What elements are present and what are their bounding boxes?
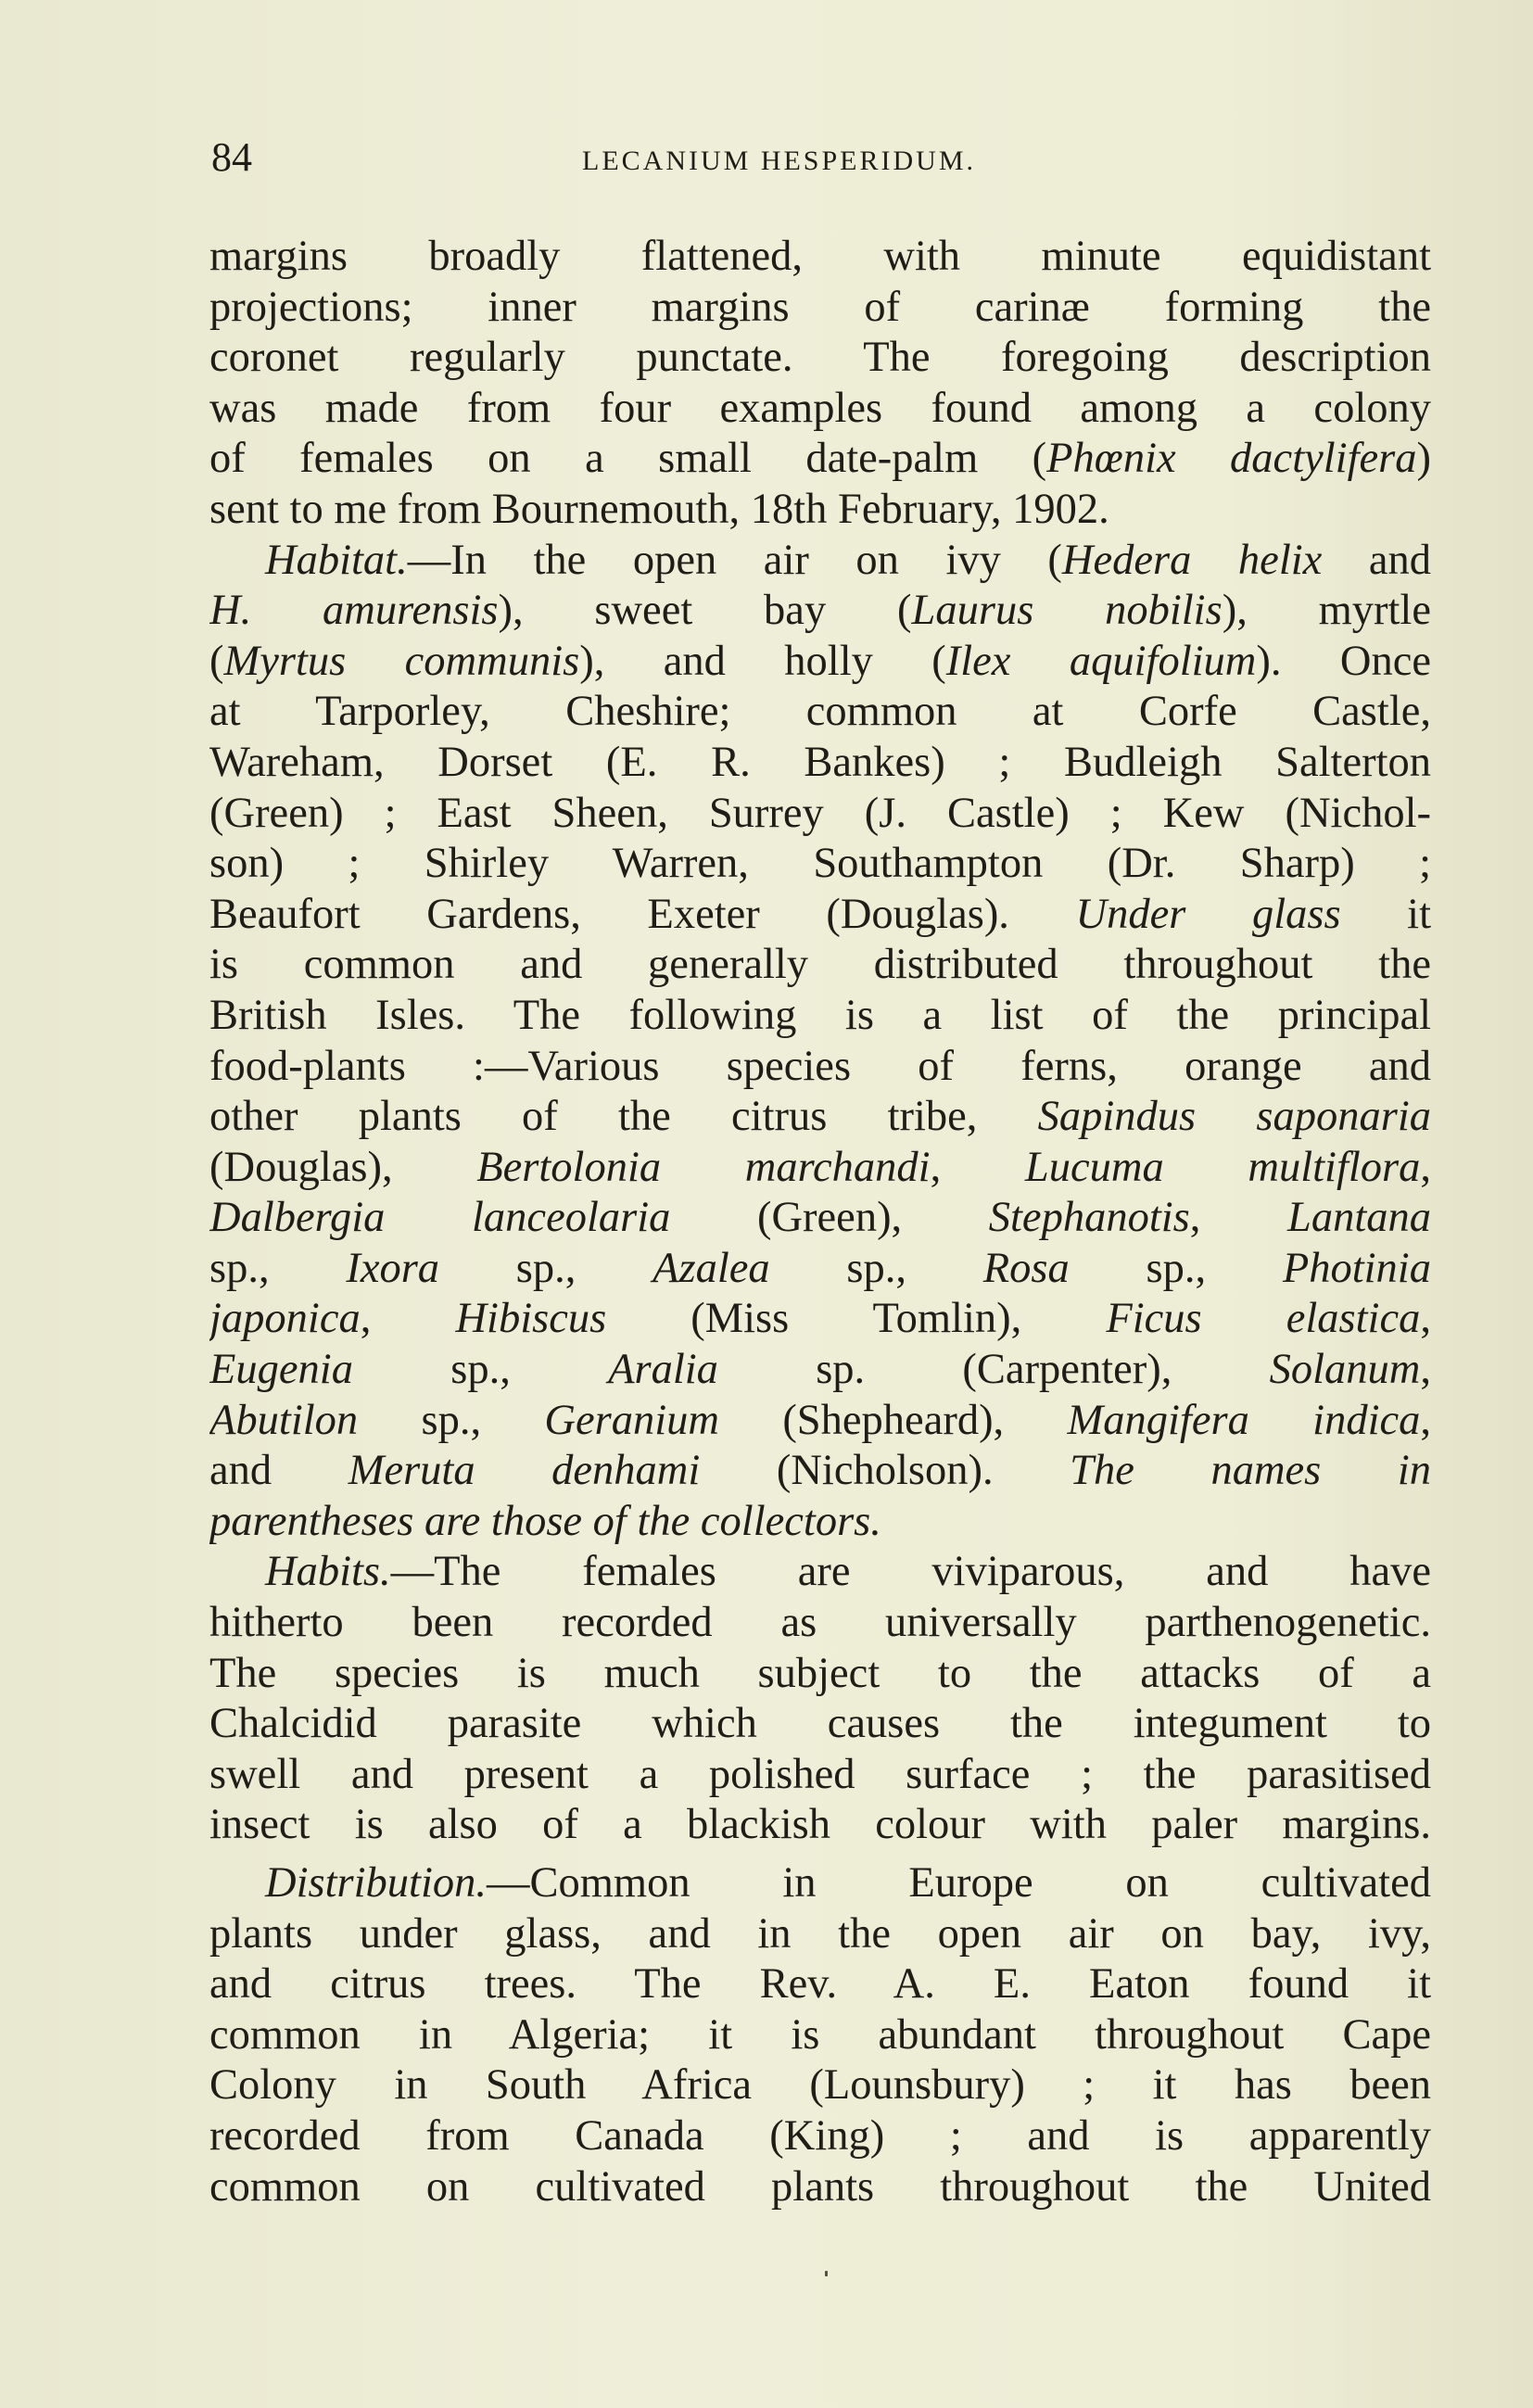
text-line: and Meruta denhami (Nicholson). The names in xyxy=(209,1447,1431,1495)
text-line: Dalbergia lanceolaria (Green), Stephanotis, Lantana xyxy=(209,1194,1431,1242)
text-line: Habits.—The females are viviparous, and have xyxy=(265,1548,1431,1596)
text-line: insect is also of a blackish colour with paler margins. xyxy=(209,1801,1431,1849)
text-line: British Isles. The following is a list of the principal xyxy=(209,991,1431,1039)
text-line: japonica, Hibiscus (Miss Tomlin), Ficus elastica, xyxy=(209,1295,1431,1343)
text-line: (Green) ; East Sheen, Surrey (J. Castle) ; Kew (Nichol- xyxy=(209,789,1431,837)
text-line: common in Algeria; it is abundant throughout Cape xyxy=(209,2010,1431,2059)
text-line: sent to me from Bournemouth, 18th February, 1902. xyxy=(209,485,1109,533)
text-line: coronet regularly punctate. The foregoing description xyxy=(209,334,1431,382)
text-line: common on cultivated plants throughout the United xyxy=(209,2162,1431,2211)
text-line: Abutilon sp., Geranium (Shepheard), Mangifera indica, xyxy=(209,1396,1431,1444)
text-line: parentheses are those of the collectors. xyxy=(209,1497,881,1545)
body-text xyxy=(209,232,1431,2212)
ink-speck xyxy=(825,2271,828,2276)
text-line: Eugenia sp., Aralia sp. (Carpenter), Solanum, xyxy=(209,1346,1431,1394)
page-number: 84 xyxy=(211,134,252,180)
text-line: hitherto been recorded as universally parthenogenetic. xyxy=(209,1599,1431,1647)
text-line: Wareham, Dorset (E. R. Bankes) ; Budleigh Salterton xyxy=(209,738,1431,786)
text-line: sp., Ixora sp., Azalea sp., Rosa sp., Photinia xyxy=(209,1244,1431,1292)
text-line: Beaufort Gardens, Exeter (Douglas). Under glass it xyxy=(209,890,1431,938)
text-line: (Myrtus communis), and holly (Ilex aquifolium). Once xyxy=(209,637,1431,685)
text-line: Habitat.—In the open air on ivy (Hedera helix and xyxy=(265,536,1431,584)
text-line: H. amurensis), sweet bay (Laurus nobilis), myrtle xyxy=(209,587,1431,635)
text-line: other plants of the citrus tribe, Sapindus saponaria xyxy=(209,1093,1431,1141)
text-line: was made from four examples found among a colony xyxy=(209,384,1431,432)
text-line: is common and generally distributed throughout the xyxy=(209,941,1431,989)
text-line: Colony in South Africa (Lounsbury) ; it has been xyxy=(209,2061,1431,2110)
text-line: at Tarporley, Cheshire; common at Corfe Castle, xyxy=(209,688,1431,736)
text-line: plants under glass, and in the open air on bay, ivy, xyxy=(209,1909,1431,1958)
text-line: (Douglas), Bertolonia marchandi, Lucuma multiflora, xyxy=(209,1143,1431,1191)
text-line: of females on a small date-palm (Phœnix dactylifera) xyxy=(209,435,1431,483)
text-line: food-plants :—Various species of ferns, orange and xyxy=(209,1042,1431,1090)
text-line: projections; inner margins of carinæ forming the xyxy=(209,283,1431,331)
text-line: son) ; Shirley Warren, Southampton (Dr. Sharp) ; xyxy=(209,840,1431,888)
text-line: Distribution.—Common in Europe on cultivated xyxy=(265,1859,1431,1907)
text-line: The species is much subject to the attacks of a xyxy=(209,1649,1431,1697)
text-line: recorded from Canada (King) ; and is apparently xyxy=(209,2111,1431,2160)
text-line: Chalcidid parasite which causes the integument to xyxy=(209,1700,1431,1748)
running-head xyxy=(211,130,1435,185)
running-title: LECANIUM HESPERIDUM. xyxy=(582,146,977,176)
text-line: swell and present a polished surface ; the parasitised xyxy=(209,1750,1431,1798)
text-line: and citrus trees. The Rev. A. E. Eaton found it xyxy=(209,1960,1431,2009)
text-line: margins broadly flattened, with minute equidistant xyxy=(209,233,1431,280)
